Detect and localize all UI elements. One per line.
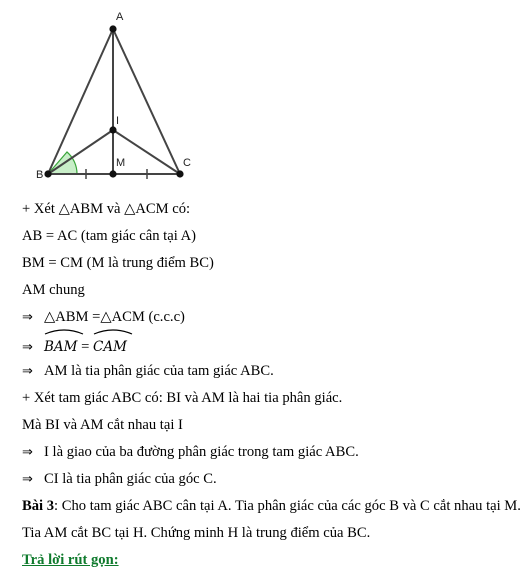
proof-text	[22, 196, 522, 574]
angle-bam	[44, 331, 78, 361]
angle-cam	[93, 331, 127, 361]
triangle-figure	[0, 0, 532, 190]
label-i: I	[116, 115, 120, 127]
implies-icon: ⇒	[22, 445, 33, 460]
exercise-3-label: Bài 3	[22, 498, 55, 514]
label-b: B	[36, 169, 44, 181]
point-m	[109, 170, 116, 177]
proof-line-4: AM chung	[22, 282, 85, 298]
proof-line-8: + Xét tam giác ABC có: BI và AM là hai tia phân giác.	[22, 390, 343, 406]
label-m: M	[116, 157, 126, 169]
proof-line-11	[22, 466, 522, 493]
implies-icon: ⇒	[22, 310, 33, 325]
point-b	[44, 170, 51, 177]
point-c	[176, 170, 183, 177]
angle-hat-icon	[44, 328, 84, 334]
proof-line-7-text: AM là tia phân giác của tam giác ABC.	[44, 363, 274, 379]
exercise-3-text: : Cho tam giác ABC cân tại A. Tia phân giác của các góc B và C cắt nhau tại M. Tia AM cắt BC tại H. Chứng minh H là trung điểm của BC.	[22, 498, 521, 541]
proof-line-1: + Xét △ABM và △ACM có:	[22, 201, 191, 217]
angle-bam-text: BAM	[44, 339, 78, 355]
equals-sign: =	[77, 339, 94, 355]
proof-line-5	[22, 304, 522, 331]
answer-heading	[22, 547, 522, 574]
label-a: A	[116, 11, 124, 23]
implies-icon: ⇒	[22, 364, 33, 379]
proof-line-9: Mà BI và AM cắt nhau tại I	[22, 417, 183, 433]
proof-line-3: BM = CM (M là trung điểm BC)	[22, 255, 214, 271]
triangle-diagram	[0, 0, 532, 190]
proof-line-11-text: CI là tia phân giác của góc C.	[44, 471, 217, 487]
exercise-3	[22, 493, 522, 547]
proof-line-5-text: △ABM =△ACM (c.c.c)	[44, 309, 185, 325]
proof-line-6	[22, 331, 522, 358]
angle-hat-icon	[93, 328, 133, 334]
angle-cam-text: CAM	[93, 339, 127, 355]
point-a	[109, 25, 116, 32]
answer-link[interactable]: Trả lời rút gọn:	[22, 552, 119, 568]
proof-line-10	[22, 439, 522, 466]
point-i	[109, 126, 116, 133]
label-c: C	[183, 157, 191, 169]
proof-line-2: AB = AC (tam giác cân tại A)	[22, 228, 196, 244]
implies-icon: ⇒	[22, 340, 33, 355]
proof-line-10-text: I là giao của ba đường phân giác trong tam giác ABC.	[44, 444, 359, 460]
implies-icon: ⇒	[22, 472, 33, 487]
proof-line-7	[22, 358, 522, 385]
